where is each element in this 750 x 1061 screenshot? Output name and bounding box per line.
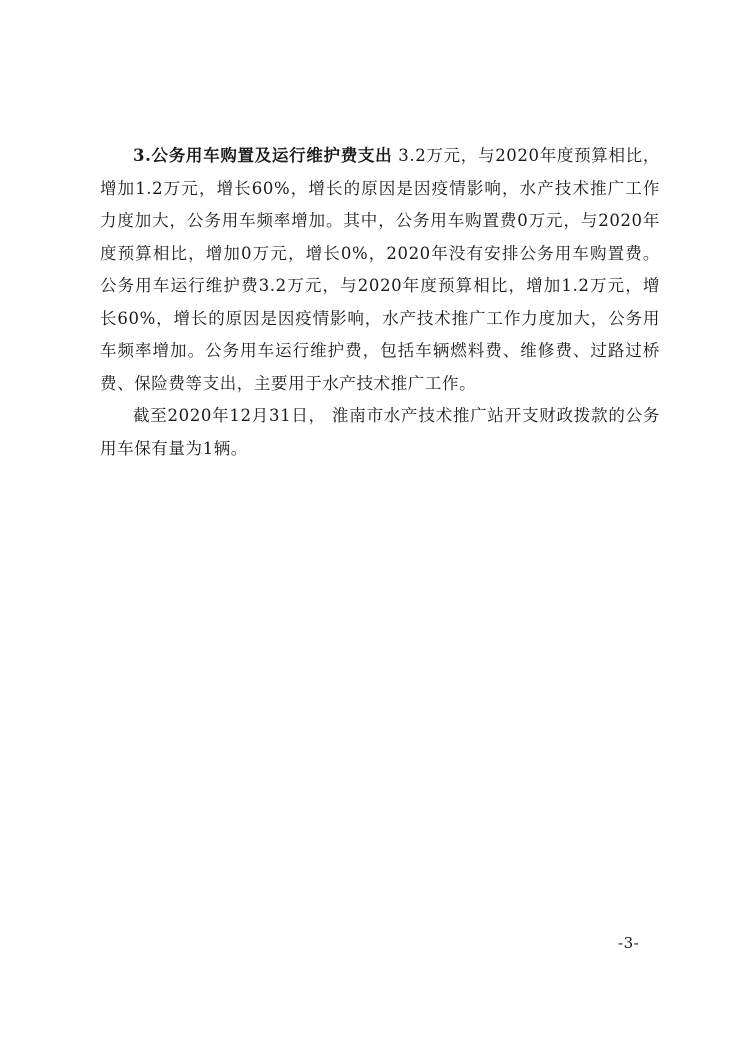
paragraph-vehicle-count [100,400,660,465]
section-heading: 3.公务用车购置及运行维护费支出 [133,146,393,165]
page-number: -3- [618,934,640,952]
body-text [100,140,660,465]
paragraph-text: 3.2万元，与2020年度预算相比，增加1.2万元，增长60%，增长的原因是因疫情影响，水产技术推广工作力度加大，公务用车频率增加。其中，公务用车购置费0万元，与2020年度预算相比，增加0万元，增长0%，2020年没有安排公务用车购置费。公务用车运行维护费3.2万元，与2020年度预算相比，增加1.2万元，增长60%，增长的原因是因疫情影响，水产技术推广工作力度加大，公务用车频率增加。公务用车运行维护费，包括车辆燃料费、维修费、过路过桥费、保险费等支出，主要用于水产技术推广工作。 [100,146,660,393]
paragraph-text: 截至2020年12月31日， 淮南市水产技术推广站开支财政拨款的公务用车保有量为1辆。 [100,406,660,458]
paragraph-vehicle-expenses [100,140,660,400]
